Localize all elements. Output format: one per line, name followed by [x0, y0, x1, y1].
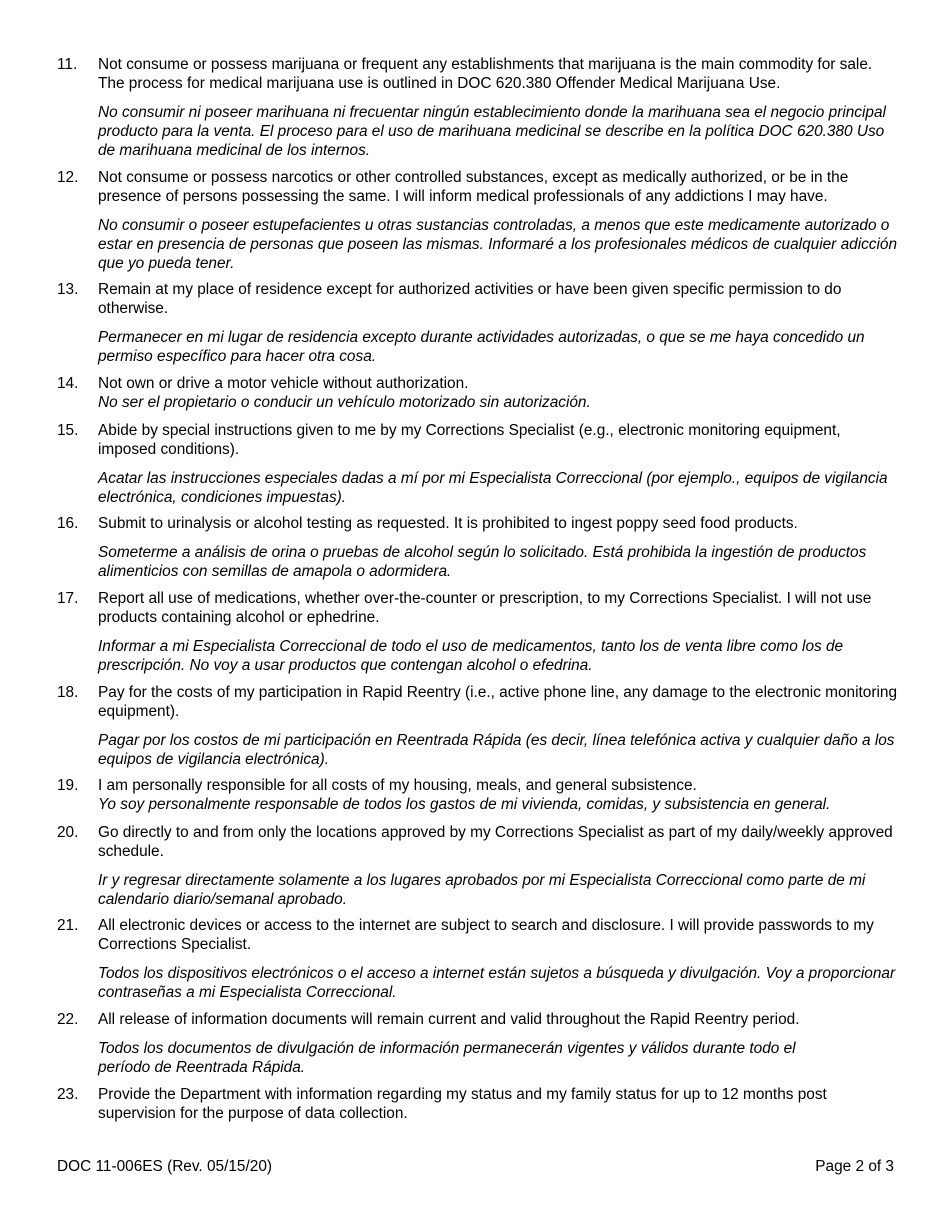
condition-text-spanish: Pagar por los costos de mi participación en Reentrada Rápida (es decir, línea telefónica activa y cualquier daño a los equipos de vigilancia electrónica). [98, 732, 895, 768]
item-number: 18. [57, 684, 79, 701]
condition-text-spanish: Todos los dispositivos electrónicos o el acceso a internet están sujetos a búsqueda y divulgación. Voy a proporcionar contraseñas a mi Especialista Correccional. [98, 965, 896, 1001]
condition-text-spanish: Yo soy personalmente responsable de todos los gastos de mi vivienda, comidas, y subsistencia en general. [98, 796, 831, 813]
condition-text-spanish: No consumir ni poseer marihuana ni frecuentar ningún establecimiento donde la marihuana sea el negocio principal producto para la venta. El proceso para el uso de marihuana medicinal se describe en la política DOC 620.380 Uso de marihuana medicinal de los internos. [98, 104, 886, 159]
item-number: 12. [57, 169, 79, 186]
condition-item-18 [57, 683, 902, 769]
condition-text-english: Provide the Department with information regarding my status and my family status for up to 12 months post supervision for the purpose of data collection. [98, 1086, 827, 1122]
page-number: Page 2 of 3 [815, 1158, 894, 1175]
condition-text-english: All release of information documents will remain current and valid throughout the Rapid Reentry period. [98, 1011, 800, 1028]
condition-text-english: Not consume or possess marijuana or frequent any establishments that marijuana is the main commodity for sale. The process for medical marijuana use is outlined in DOC 620.380 Offender Medical Marijuana Use. [98, 56, 873, 92]
item-number: 16. [57, 515, 79, 532]
condition-text-english: Pay for the costs of my participation in Rapid Reentry (i.e., active phone line, any damage to the electronic monitoring equipment). [98, 684, 898, 720]
condition-item-19 [57, 776, 902, 814]
condition-item-17 [57, 589, 902, 675]
condition-text-english: Remain at my place of residence except for authorized activities or have been given specific permission to do otherwise. [98, 281, 842, 317]
condition-item-11 [57, 55, 902, 160]
condition-item-13 [57, 280, 902, 366]
condition-item-22 [57, 1010, 902, 1077]
condition-item-21 [57, 916, 902, 1002]
item-number: 23. [57, 1086, 79, 1103]
condition-item-16 [57, 514, 902, 581]
item-number: 13. [57, 281, 79, 298]
condition-item-15 [57, 421, 902, 507]
condition-item-12 [57, 168, 902, 273]
condition-text-spanish: Acatar las instrucciones especiales dadas a mí por mi Especialista Correccional (por ejemplo., equipos de vigilancia electrónica, condiciones impuestas). [98, 470, 888, 506]
condition-text-spanish: Someterme a análisis de orina o pruebas de alcohol según lo solicitado. Está prohibida la ingestión de productos alimenticios con semillas de amapola o adormidera. [98, 544, 867, 580]
form-id: DOC 11-006ES (Rev. 05/15/20) [57, 1158, 273, 1175]
item-number: 19. [57, 777, 79, 794]
condition-text-english: Submit to urinalysis or alcohol testing as requested. It is prohibited to ingest poppy seed food products. [98, 515, 798, 532]
condition-text-spanish: Permanecer en mi lugar de residencia excepto durante actividades autorizadas, o que se me haya concedido un permiso específico para hacer otra cosa. [98, 329, 865, 365]
item-number: 11. [57, 56, 78, 73]
item-number: 15. [57, 422, 79, 439]
condition-text-spanish: No consumir o poseer estupefacientes u otras sustancias controladas, a menos que este medicamente autorizado o estar en presencia de personas que poseen las mismas. Informaré a los profesionales médicos de cualquier adicción que yo pueda tener. [98, 217, 898, 272]
condition-text-spanish: No ser el propietario o conducir un vehículo motorizado sin autorización. [98, 394, 591, 411]
condition-text-english: Go directly to and from only the locations approved by my Corrections Specialist as part of my daily/weekly approved schedule. [98, 824, 893, 860]
condition-text-spanish: Ir y regresar directamente solamente a los lugares aprobados por mi Especialista Correccional como parte de mi calendario diario/semanal aprobado. [98, 872, 866, 908]
condition-text-english: All electronic devices or access to the internet are subject to search and disclosure. I will provide passwords to my Corrections Specialist. [98, 917, 874, 953]
item-number: 20. [57, 824, 79, 841]
condition-text-english: Not consume or possess narcotics or other controlled substances, except as medically authorized, or be in the presence of persons possessing the same. I will inform medical professionals of any addictions I may have. [98, 169, 849, 205]
condition-item-23 [57, 1085, 902, 1123]
item-number: 21. [57, 917, 79, 934]
item-number: 14. [57, 375, 79, 392]
item-number: 22. [57, 1011, 79, 1028]
condition-text-spanish: Informar a mi Especialista Correccional de todo el uso de medicamentos, tanto los de venta libre como los de prescripción. No voy a usar productos que contengan alcohol o efedrina. [98, 638, 844, 674]
condition-text-english: Abide by special instructions given to me by my Corrections Specialist (e.g., electronic monitoring equipment, imposed conditions). [98, 422, 841, 458]
condition-item-20 [57, 823, 902, 909]
condition-item-14 [57, 374, 902, 412]
condition-text-english: Not own or drive a motor vehicle without authorization. [98, 375, 469, 392]
condition-text-spanish: Todos los documentos de divulgación de información permanecerán vigentes y válidos durante todo el período de Reentrada Rápida. [98, 1040, 796, 1076]
condition-text-english: Report all use of medications, whether over-the-counter or prescription, to my Corrections Specialist. I will not use products containing alcohol or ephedrine. [98, 590, 872, 626]
item-number: 17. [57, 590, 79, 607]
condition-text-english: I am personally responsible for all costs of my housing, meals, and general subsistence. [98, 777, 697, 794]
